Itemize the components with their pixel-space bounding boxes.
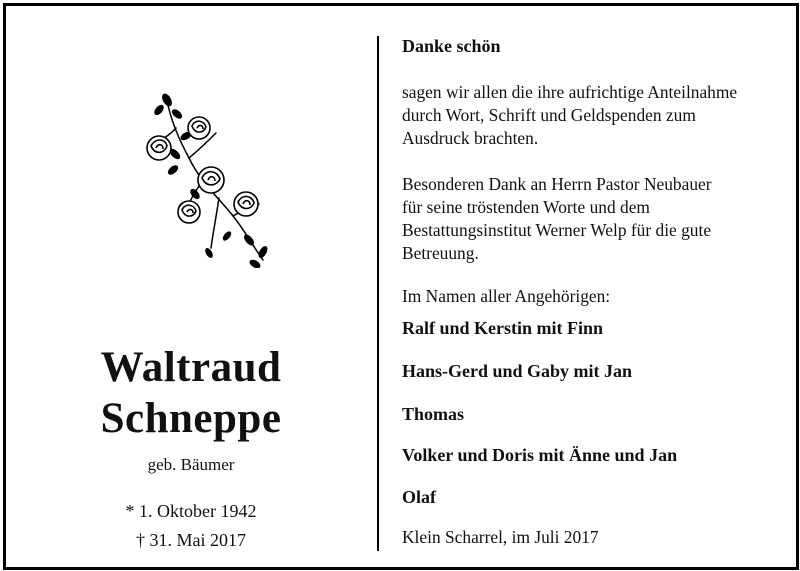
birth-date: * 1. Oktober 1942	[125, 501, 257, 521]
text-line: für seine tröstenden Worte und dem	[402, 197, 650, 217]
family-line: Hans-Gerd und Gaby mit Jan	[402, 361, 633, 381]
vertical-divider	[377, 36, 379, 551]
text-line: Besonderen Dank an Herrn Pastor Neubauer	[402, 174, 712, 194]
obituary-card	[3, 3, 799, 570]
place-date: Klein Scharrel, im Juli 2017	[402, 527, 599, 547]
deceased-last-name: Schneppe	[100, 395, 282, 442]
special-thanks-paragraph	[402, 173, 712, 265]
text-line: Betreuung.	[402, 243, 479, 263]
thanks-heading: Danke schön	[402, 36, 501, 56]
family-line: Ralf und Kerstin mit Finn	[402, 318, 604, 338]
family-line: Volker und Doris mit Änne und Jan	[402, 445, 678, 465]
death-date: † 31. Mai 2017	[136, 530, 246, 550]
text-line: Ausdruck brachten.	[402, 128, 539, 148]
maiden-name: geb. Bäumer	[147, 455, 235, 474]
thanks-paragraph	[402, 81, 737, 150]
text-line: Bestattungsinstitut Werner Welp für die gute	[402, 220, 712, 240]
text-line: durch Wort, Schrift und Geldspenden zum	[402, 105, 696, 125]
deceased-first-name: Waltraud	[100, 344, 282, 391]
left-column	[6, 6, 376, 567]
text-line: sagen wir allen die ihre aufrichtige Anteilnahme	[402, 82, 738, 102]
family-line: Olaf	[402, 487, 436, 507]
names-intro: Im Namen aller Angehörigen:	[402, 286, 611, 306]
family-line: Thomas	[402, 404, 465, 424]
rose-branch-icon	[131, 88, 286, 268]
